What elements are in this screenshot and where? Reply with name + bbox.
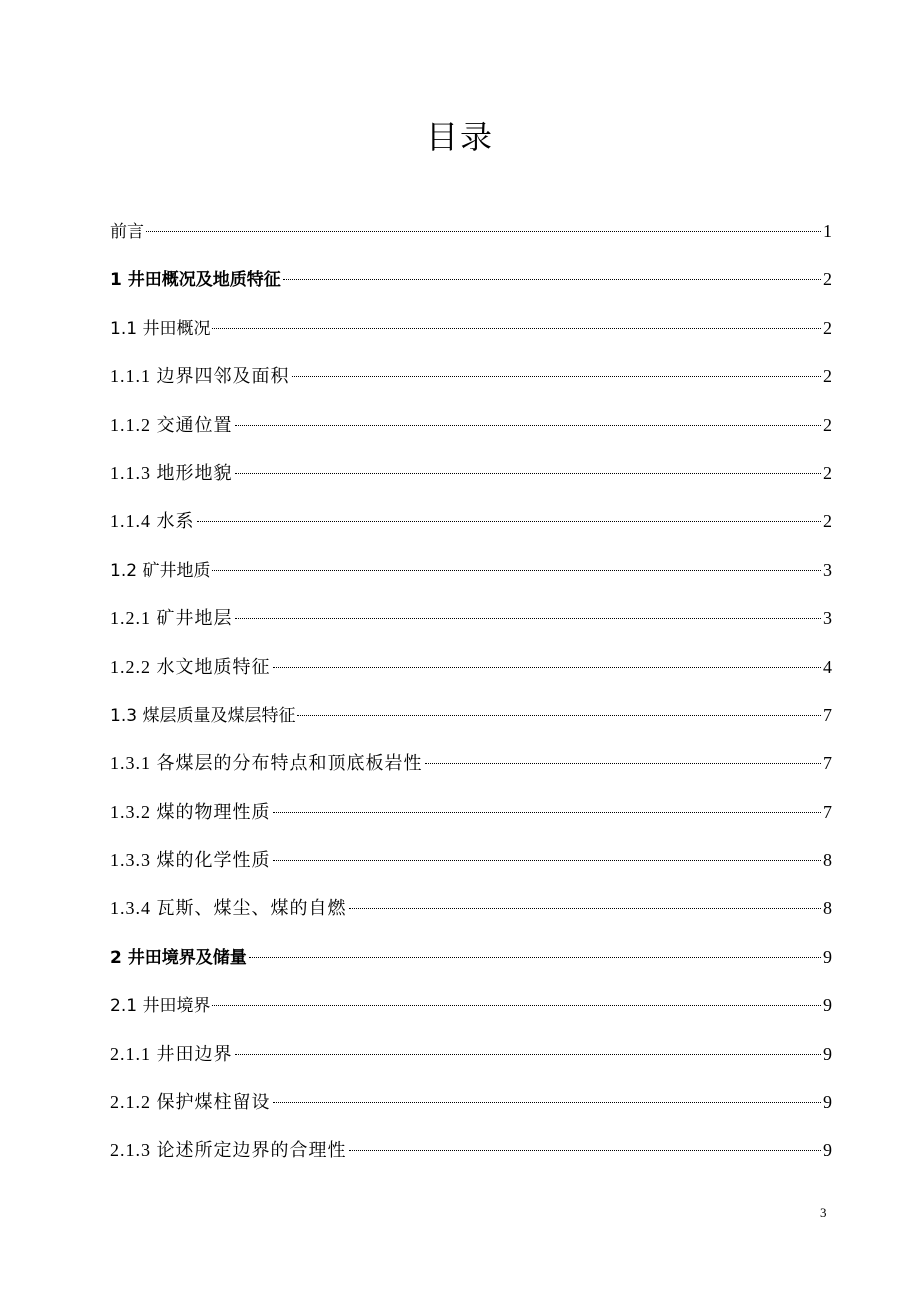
toc-dot-leader bbox=[273, 860, 822, 861]
toc-entry-page: 7 bbox=[823, 753, 832, 774]
toc-dot-leader bbox=[197, 521, 822, 522]
toc-entry-label: 1.1.3 地形地貌 bbox=[110, 462, 233, 483]
toc-dot-leader bbox=[292, 376, 822, 377]
toc-entry-label: 1.3.4 瓦斯、煤尘、煤的自燃 bbox=[110, 898, 347, 919]
toc-entry-label: 1.1.4 水系 bbox=[110, 511, 195, 532]
toc-entry-section-1-3-3[interactable] bbox=[110, 842, 832, 890]
toc-entry-label: 2 井田境界及储量 bbox=[110, 947, 247, 968]
toc-entry-page: 7 bbox=[823, 801, 832, 822]
toc-entry-page: 2 bbox=[823, 317, 832, 338]
toc-entry-label: 1 井田概况及地质特征 bbox=[110, 270, 281, 291]
toc-entry-label: 1.1 井田概况 bbox=[110, 318, 211, 339]
toc-dot-leader bbox=[146, 231, 821, 232]
toc-dot-leader bbox=[249, 957, 821, 958]
toc-entry-page: 3 bbox=[823, 559, 832, 580]
toc-entry-chapter-1[interactable] bbox=[110, 261, 832, 309]
toc-entry-chapter-2[interactable] bbox=[110, 939, 832, 987]
toc-entry-section-1-1-4[interactable] bbox=[110, 503, 832, 551]
toc-entry-label: 1.2.1 矿井地层 bbox=[110, 608, 233, 629]
toc-dot-leader bbox=[349, 1150, 822, 1151]
toc-dot-leader bbox=[235, 618, 822, 619]
toc-entry-page: 2 bbox=[823, 414, 832, 435]
toc-entry-page: 8 bbox=[823, 850, 832, 871]
toc-entry-page: 9 bbox=[823, 995, 832, 1016]
toc-dot-leader bbox=[212, 1005, 821, 1006]
toc-entry-label: 2.1.3 论述所定边界的合理性 bbox=[110, 1140, 347, 1161]
page-title: 目录 bbox=[425, 118, 494, 156]
toc-entry-preface[interactable] bbox=[110, 213, 832, 261]
toc-entry-section-1-3[interactable] bbox=[110, 697, 832, 745]
toc-entry-page: 2 bbox=[823, 269, 832, 290]
toc-entry-section-1-1-2[interactable] bbox=[110, 407, 832, 455]
toc-entry-label: 1.2.2 水文地质特征 bbox=[110, 656, 271, 677]
toc-entry-section-1-2-2[interactable] bbox=[110, 649, 832, 697]
toc-dot-leader bbox=[273, 1102, 822, 1103]
toc-entry-section-1-2[interactable] bbox=[110, 552, 832, 600]
toc-entry-section-1-3-4[interactable] bbox=[110, 890, 832, 938]
toc-dot-leader bbox=[349, 908, 822, 909]
toc-entry-section-2-1-2[interactable] bbox=[110, 1084, 832, 1132]
toc-dot-leader bbox=[283, 279, 821, 280]
toc-dot-leader bbox=[212, 570, 821, 571]
toc-entry-page: 8 bbox=[823, 898, 832, 919]
toc-dot-leader bbox=[273, 812, 822, 813]
toc-entry-page: 7 bbox=[823, 704, 832, 725]
page-number: 3 bbox=[820, 1205, 827, 1220]
toc-entry-label: 2.1.1 井田边界 bbox=[110, 1043, 233, 1064]
table-of-contents bbox=[110, 213, 832, 1181]
toc-entry-label: 1.1.1 边界四邻及面积 bbox=[110, 366, 290, 387]
toc-dot-leader bbox=[273, 667, 822, 668]
toc-entry-page: 3 bbox=[823, 608, 832, 629]
toc-dot-leader bbox=[235, 473, 822, 474]
toc-dot-leader bbox=[235, 425, 822, 426]
toc-dot-leader bbox=[235, 1054, 822, 1055]
toc-dot-leader bbox=[297, 715, 821, 716]
toc-entry-label: 2.1.2 保护煤柱留设 bbox=[110, 1092, 271, 1113]
toc-entry-page: 2 bbox=[823, 462, 832, 483]
toc-entry-section-2-1-1[interactable] bbox=[110, 1036, 832, 1084]
toc-entry-section-1-3-2[interactable] bbox=[110, 794, 832, 842]
toc-entry-page: 1 bbox=[823, 221, 832, 241]
toc-entry-label: 1.3.1 各煤层的分布特点和顶底板岩性 bbox=[110, 753, 423, 774]
toc-dot-leader bbox=[212, 328, 821, 329]
toc-entry-section-1-1-1[interactable] bbox=[110, 358, 832, 406]
toc-entry-section-2-1-3[interactable] bbox=[110, 1132, 832, 1180]
toc-entry-section-2-1[interactable] bbox=[110, 987, 832, 1035]
toc-dot-leader bbox=[425, 763, 822, 764]
toc-entry-page: 9 bbox=[823, 1043, 832, 1064]
toc-entry-section-1-3-1[interactable] bbox=[110, 745, 832, 793]
toc-entry-section-1-2-1[interactable] bbox=[110, 600, 832, 648]
toc-entry-page: 9 bbox=[823, 1092, 832, 1113]
toc-entry-page: 2 bbox=[823, 511, 832, 532]
toc-entry-label: 1.3.3 煤的化学性质 bbox=[110, 850, 271, 871]
toc-entry-label: 前言 bbox=[110, 222, 144, 242]
toc-entry-page: 2 bbox=[823, 366, 832, 387]
toc-entry-label: 1.3.2 煤的物理性质 bbox=[110, 801, 271, 822]
toc-entry-label: 1.1.2 交通位置 bbox=[110, 414, 233, 435]
toc-entry-page: 9 bbox=[823, 946, 832, 967]
toc-entry-section-1-1[interactable] bbox=[110, 310, 832, 358]
toc-entry-section-1-1-3[interactable] bbox=[110, 455, 832, 503]
toc-entry-page: 9 bbox=[823, 1140, 832, 1161]
toc-entry-label: 2.1 井田境界 bbox=[110, 996, 211, 1017]
toc-entry-label: 1.2 矿井地质 bbox=[110, 560, 211, 581]
toc-entry-label: 1.3 煤层质量及煤层特征 bbox=[110, 705, 296, 726]
toc-entry-page: 4 bbox=[823, 656, 832, 677]
